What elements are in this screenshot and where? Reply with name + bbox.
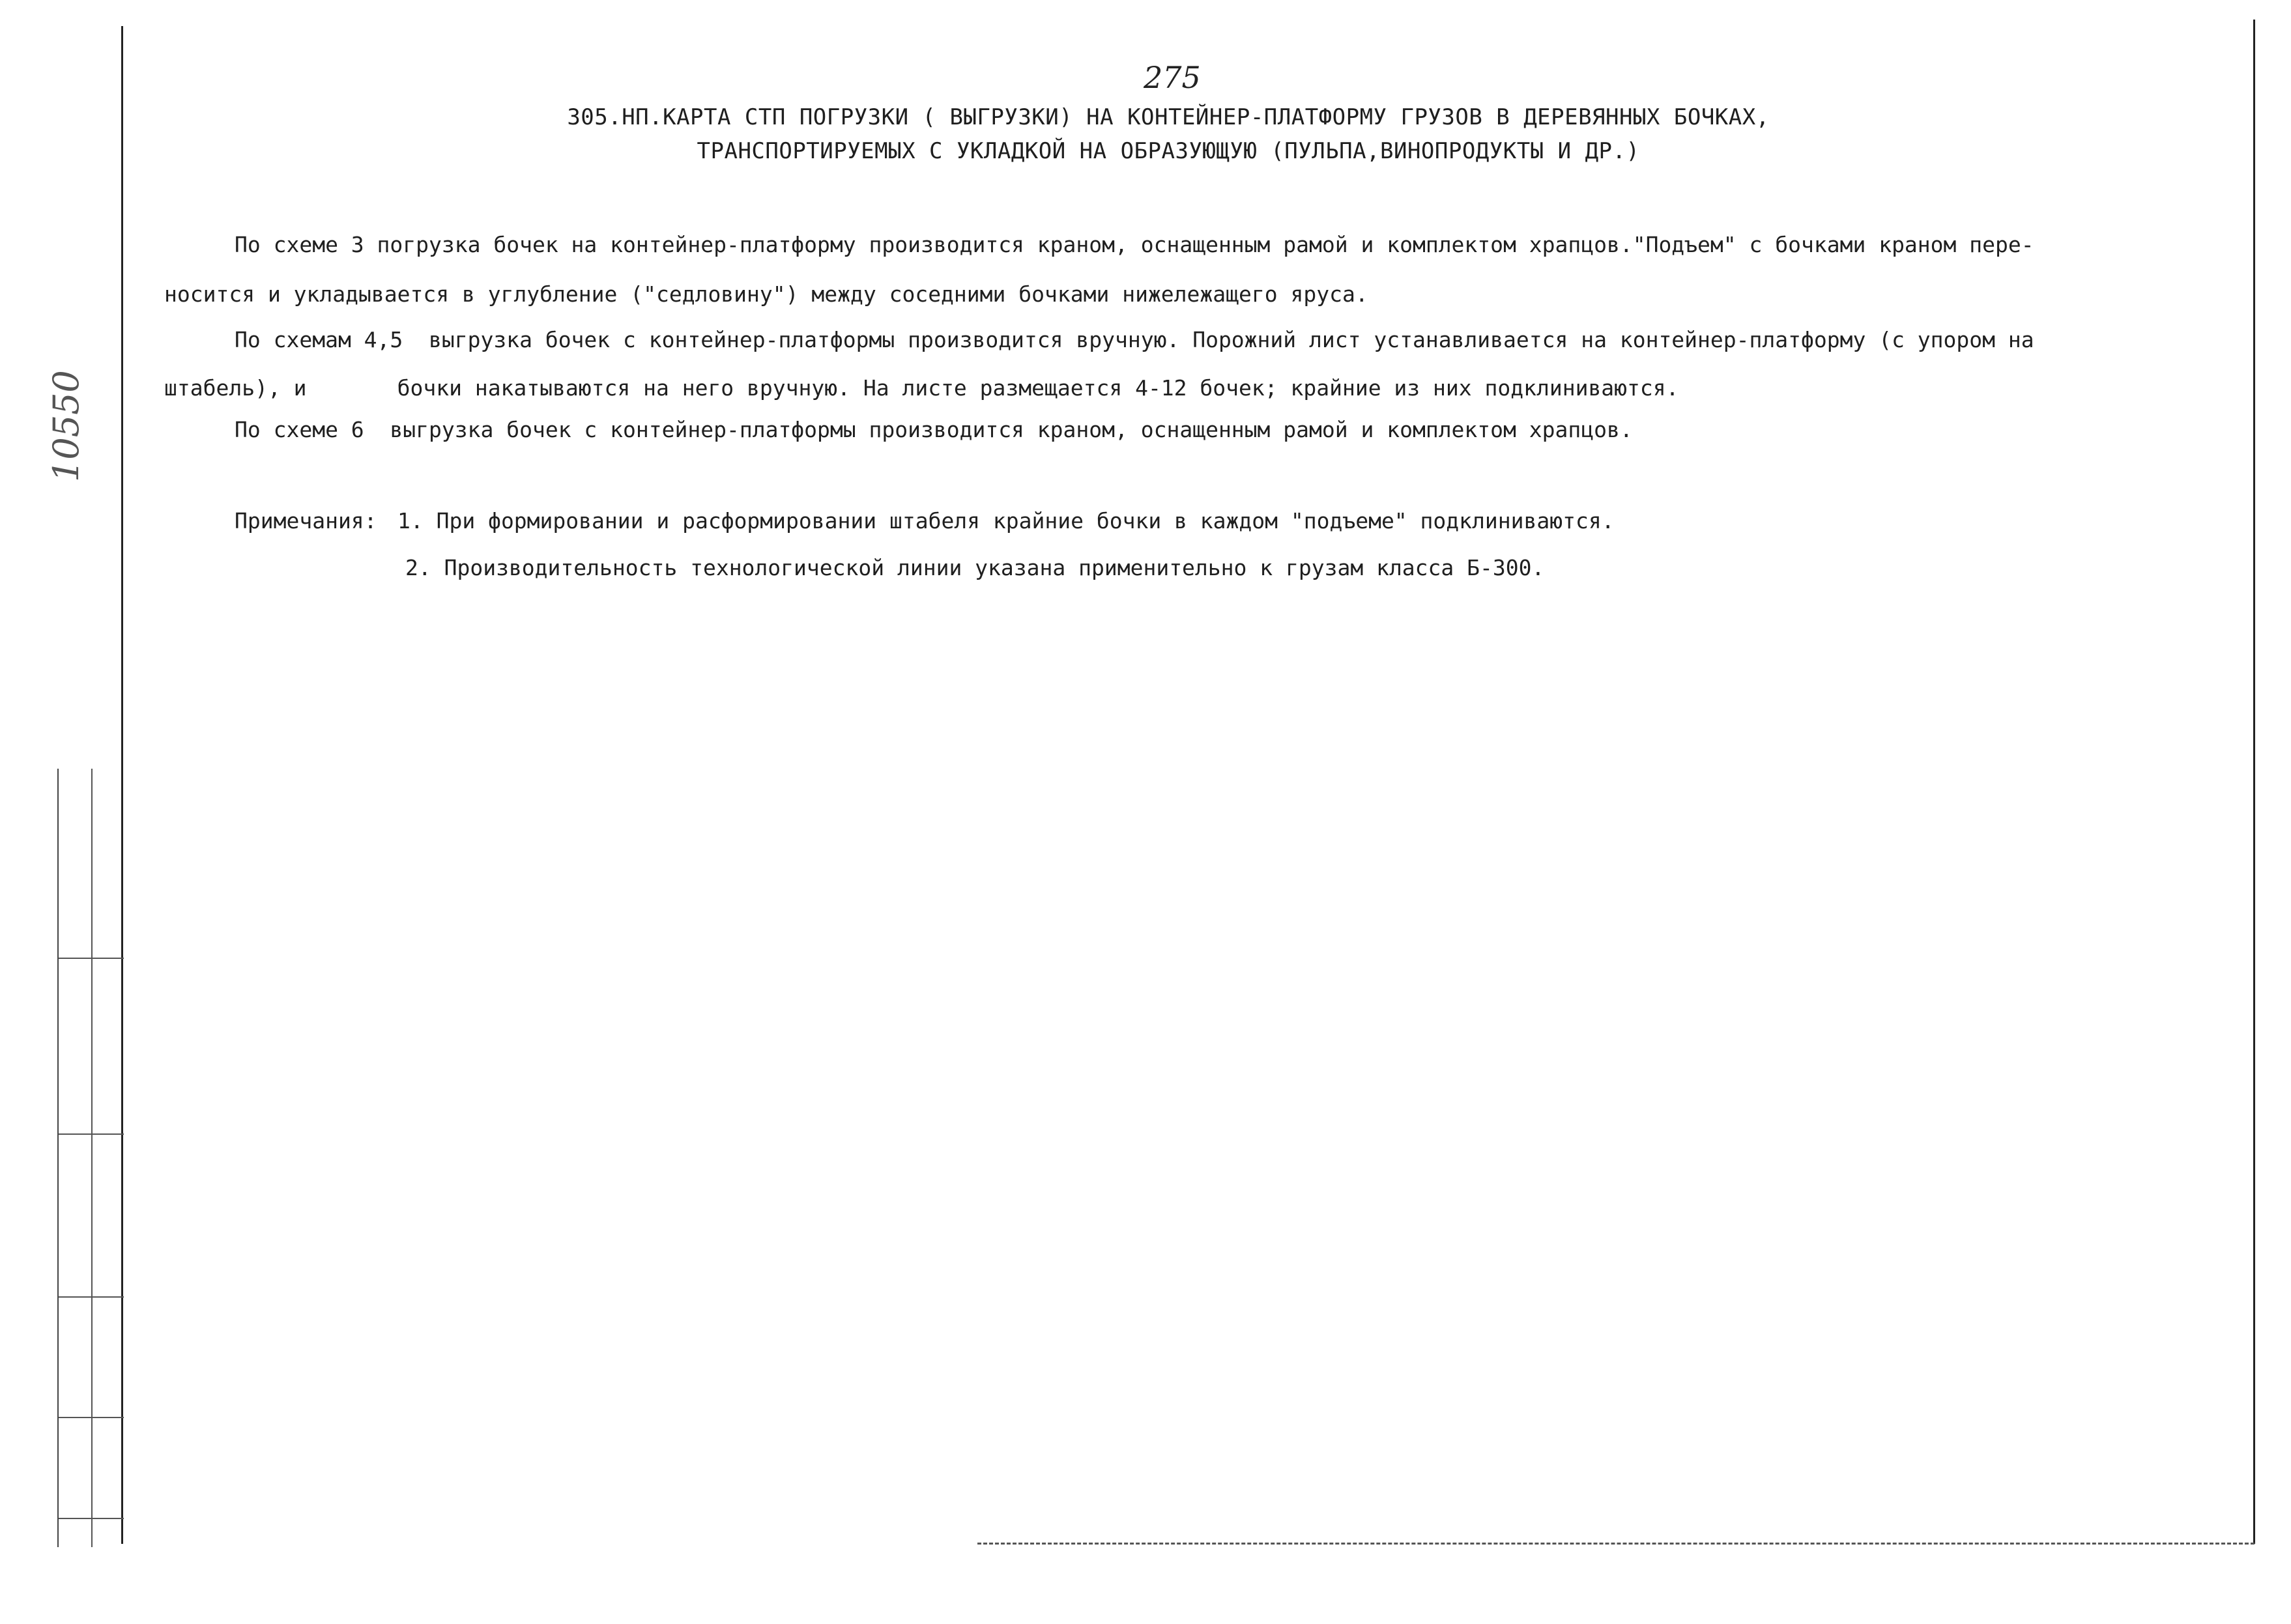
stamp-divider xyxy=(59,1518,124,1519)
stamp-divider xyxy=(59,1296,124,1298)
right-border-line xyxy=(2253,20,2255,1544)
side-number: 10550 xyxy=(46,370,87,482)
paragraph-line: носится и укладывается в углубление ("седловину") между соседними бочками нижележащего яруса. xyxy=(164,281,1368,307)
stamp-inner-line xyxy=(91,769,93,1547)
title-line-1: 305.НП.КАРТА СТП ПОГРУЗКИ ( ВЫГРУЗКИ) НА КОНТЕЙНЕР-ПЛАТФОРМУ ГРУЗОВ В ДЕРЕВЯННЫХ БОЧКАХ, xyxy=(567,104,1770,130)
stamp-divider xyxy=(59,1417,124,1418)
bottom-dotted-line xyxy=(977,1543,2255,1545)
page-number: 275 xyxy=(1144,60,1201,95)
paragraph-line: штабель), и бочки накатываются на него вручную. На листе размещается 4-12 бочек; крайние из них подклиниваются. xyxy=(164,375,1679,401)
stamp-block xyxy=(57,769,124,1547)
paragraph-line: По схеме 3 погрузка бочек на контейнер-платформу производится краном, оснащенным рамой и комплектом храпцов."Подъем" с бочками краном пере- xyxy=(235,232,2034,257)
note-item: 2. Производительность технологической линии указана применительно к грузам класса Б-300. xyxy=(405,555,1545,580)
paragraph-line: По схемам 4,5 выгрузка бочек с контейнер-платформы производится вручную. Порожний лист устанавливается на контейнер-платформу (с упором на xyxy=(235,327,2034,352)
notes-label: Примечания: xyxy=(235,508,377,534)
note-item: 1. При формировании и расформировании штабеля крайние бочки в каждом "подъеме" подклиниваются. xyxy=(397,508,1615,534)
stamp-divider xyxy=(59,1133,124,1135)
paragraph-line: По схеме 6 выгрузка бочек с контейнер-платформы производится краном, оснащенным рамой и комплектом храпцов. xyxy=(235,417,1633,442)
stamp-divider xyxy=(59,958,124,959)
title-line-2: ТРАНСПОРТИРУЕМЫХ С УКЛАДКОЙ НА ОБРАЗУЮЩУЮ (ПУЛЬПА,ВИНОПРОДУКТЫ И ДР.) xyxy=(697,138,1640,164)
